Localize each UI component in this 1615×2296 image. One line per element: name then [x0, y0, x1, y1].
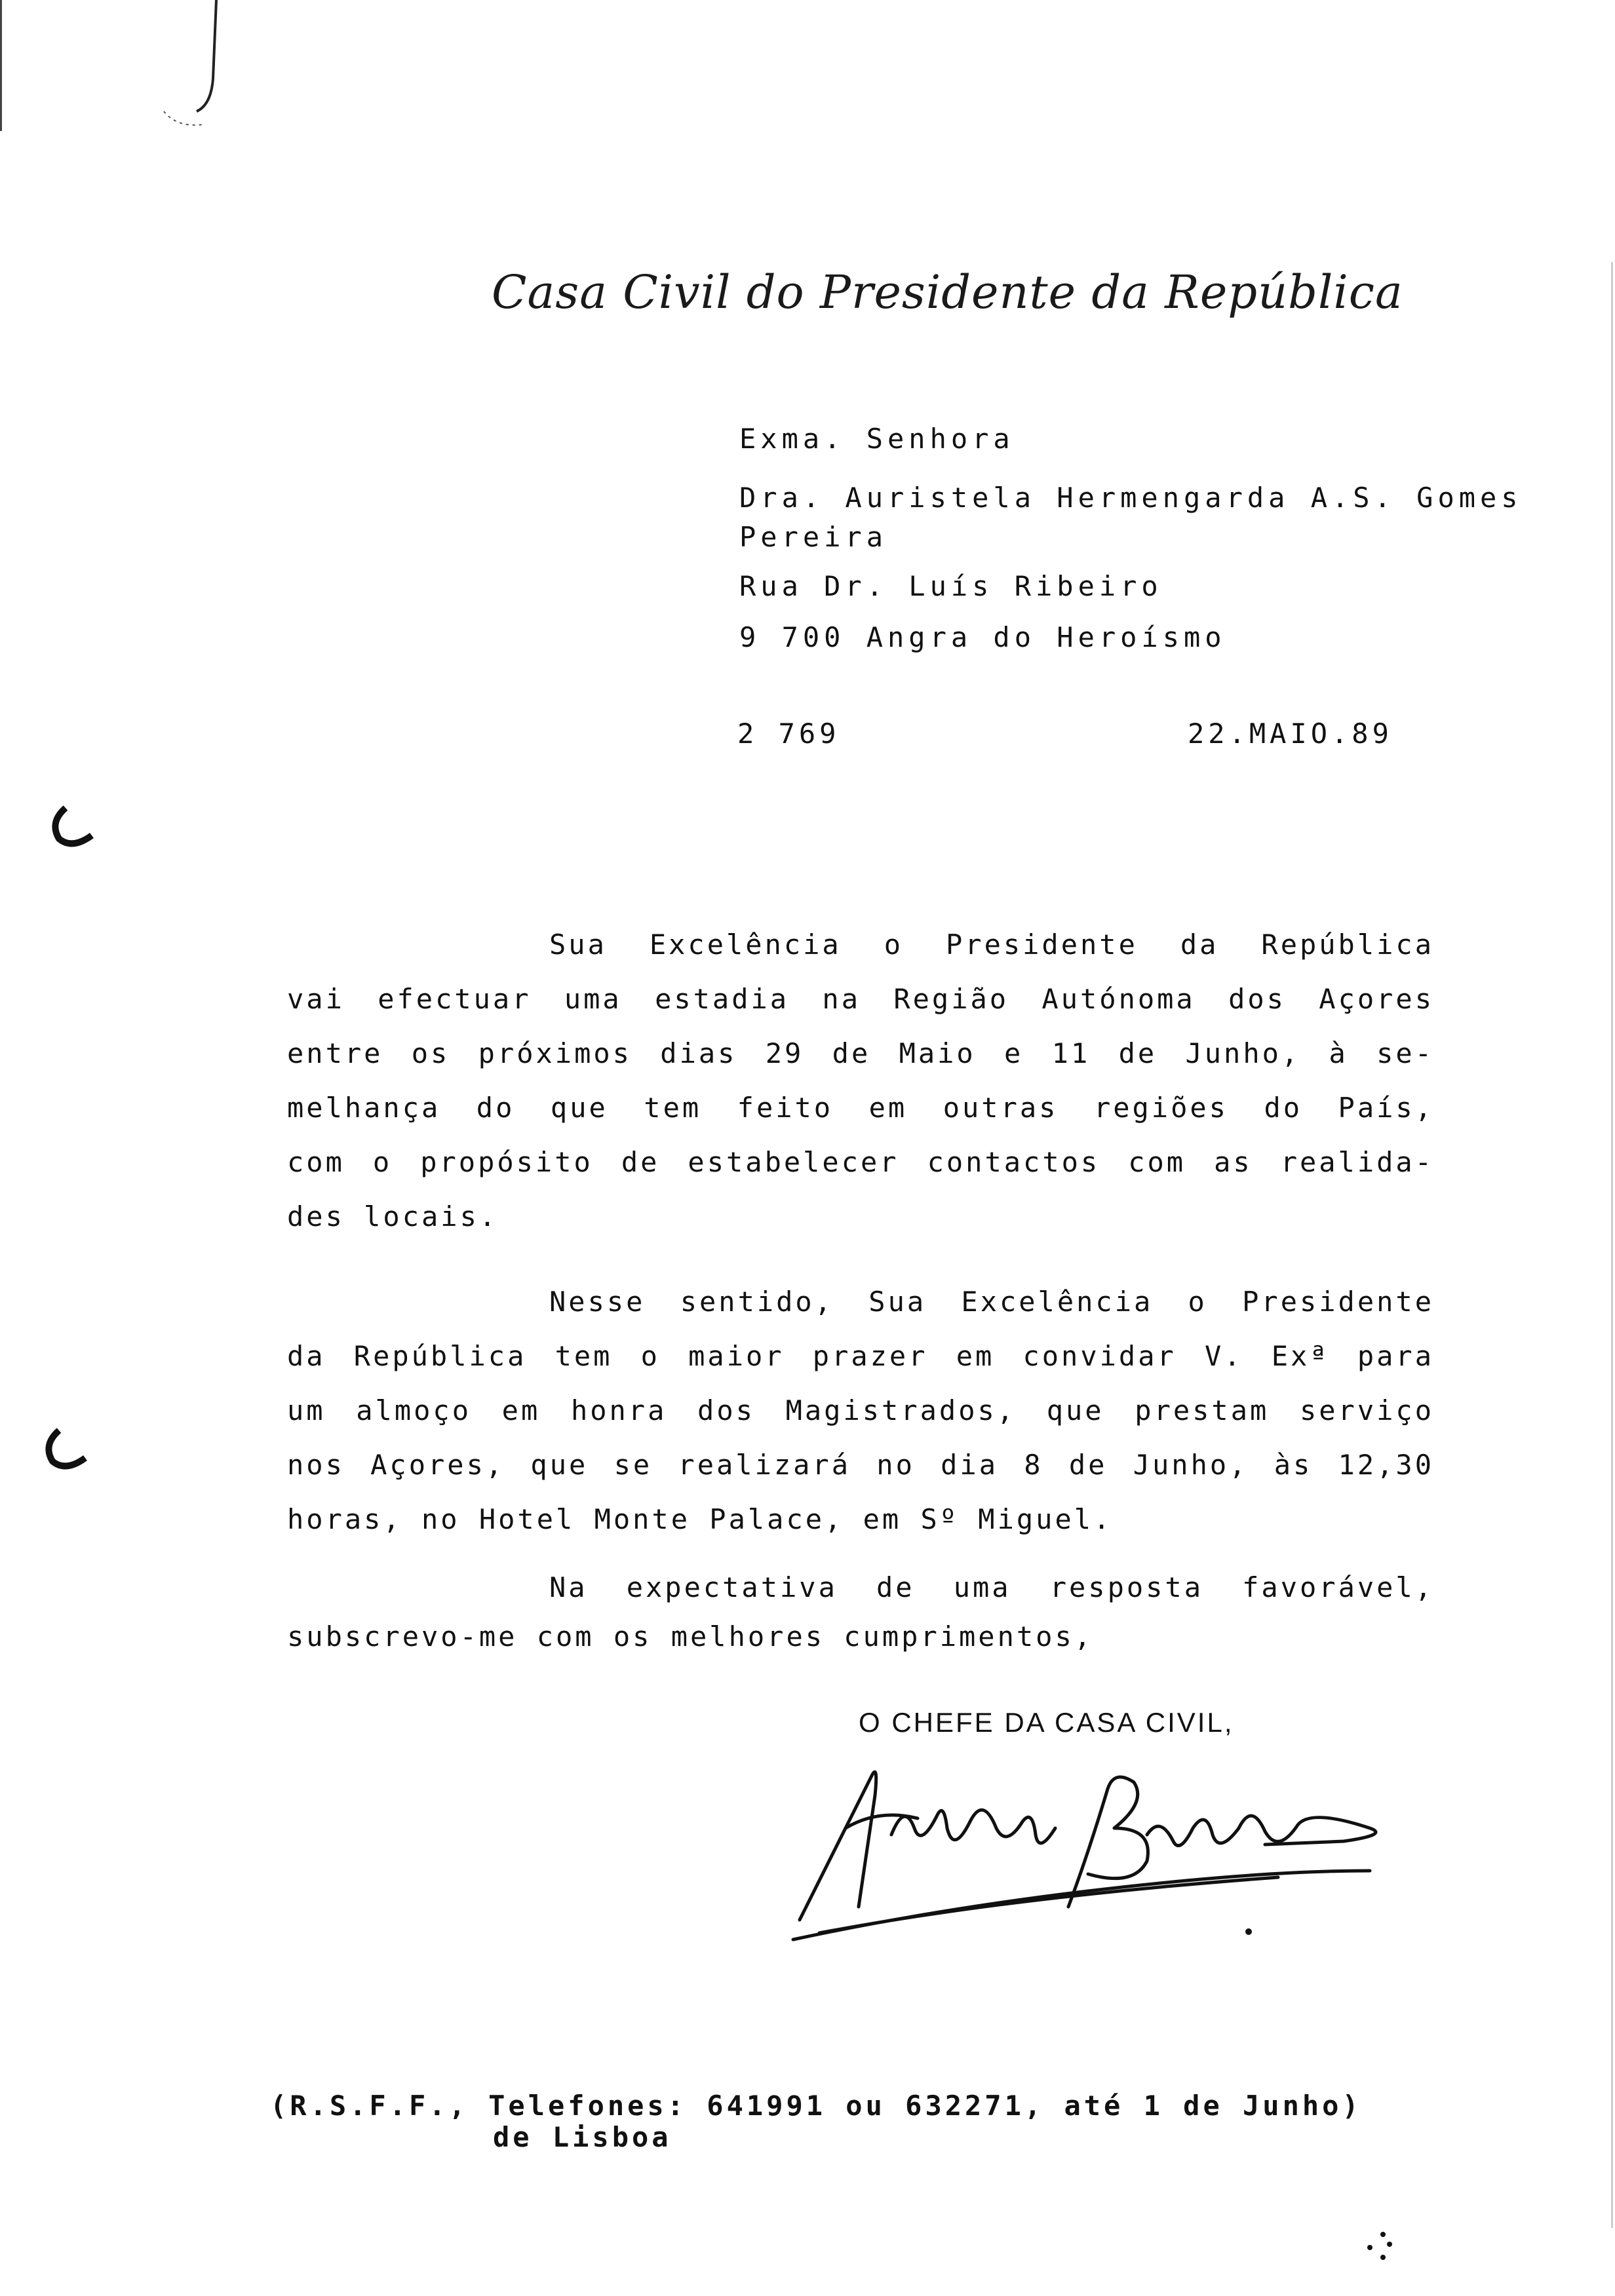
right-edge-line [1611, 262, 1613, 2228]
recipient-name-line1: Dra. Auristela Hermengarda A.S. Gomes [739, 482, 1523, 514]
paragraph-line: um almoço em honra dos Magistrados, que prestam serviço [287, 1394, 1434, 1426]
paragraph-line: horas, no Hotel Monte Palace, em Sº Miguel. [287, 1503, 1113, 1535]
paragraph-line: subscrevo-me com os melhores cumprimentos, [287, 1620, 1094, 1653]
recipient-salutation: Exma. Senhora [739, 423, 1015, 455]
footer-line1: (R.S.F.F., Telefones: 641991 ou 632271, até 1 de Junho) [270, 2090, 1362, 2122]
signature [780, 1756, 1396, 1946]
paragraph-line: Nesse sentido, Sua Excelência o Presidente [549, 1286, 1434, 1318]
paragraph-line: vai efectuar uma estadia na Região Autónoma dos Açores [287, 983, 1434, 1015]
recipient-name-line2: Pereira [739, 521, 888, 553]
body-paragraph-3 [287, 1563, 1434, 1661]
paragraph-line: entre os próximos dias 29 de Maio e 11 de Junho, à se- [287, 1037, 1434, 1069]
body-paragraph-1 [287, 917, 1434, 1244]
paragraph-line: da República tem o maior prazer em convidar V. Exª para [287, 1340, 1434, 1372]
letter-date: 22.MAIO.89 [1188, 718, 1393, 750]
recipient-street: Rua Dr. Luís Ribeiro [739, 570, 1163, 602]
paragraph-line: com o propósito de estabelecer contactos com as realida- [287, 1146, 1434, 1178]
paragraph-line: nos Açores, que se realizará no dia 8 de Junho, às 12,30 [287, 1449, 1434, 1481]
body-paragraph-2 [287, 1274, 1434, 1546]
letterhead: Casa Civil do Presidente da República [492, 265, 1403, 319]
footer-line2: de Lisboa [493, 2121, 672, 2153]
scan-dots [1363, 2228, 1403, 2267]
hole-punch-mark-1 [46, 803, 98, 855]
recipient-city: 9 700 Angra do Heroísmo [739, 621, 1226, 653]
scan-mark-top [151, 0, 229, 138]
footer-contact [270, 2090, 1362, 2153]
hole-punch-mark-2 [39, 1425, 92, 1478]
reference-number: 2 769 [737, 718, 840, 750]
left-edge-line [0, 0, 2, 131]
paragraph-line: des locais. [287, 1200, 499, 1233]
signer-title: O CHEFE DA CASA CIVIL, [859, 1707, 1234, 1738]
paragraph-line: Na expectativa de uma resposta favorável, [549, 1571, 1434, 1603]
paragraph-line: melhança do que tem feito em outras regiões do País, [287, 1092, 1434, 1124]
paragraph-line: Sua Excelência o Presidente da República [549, 928, 1434, 961]
